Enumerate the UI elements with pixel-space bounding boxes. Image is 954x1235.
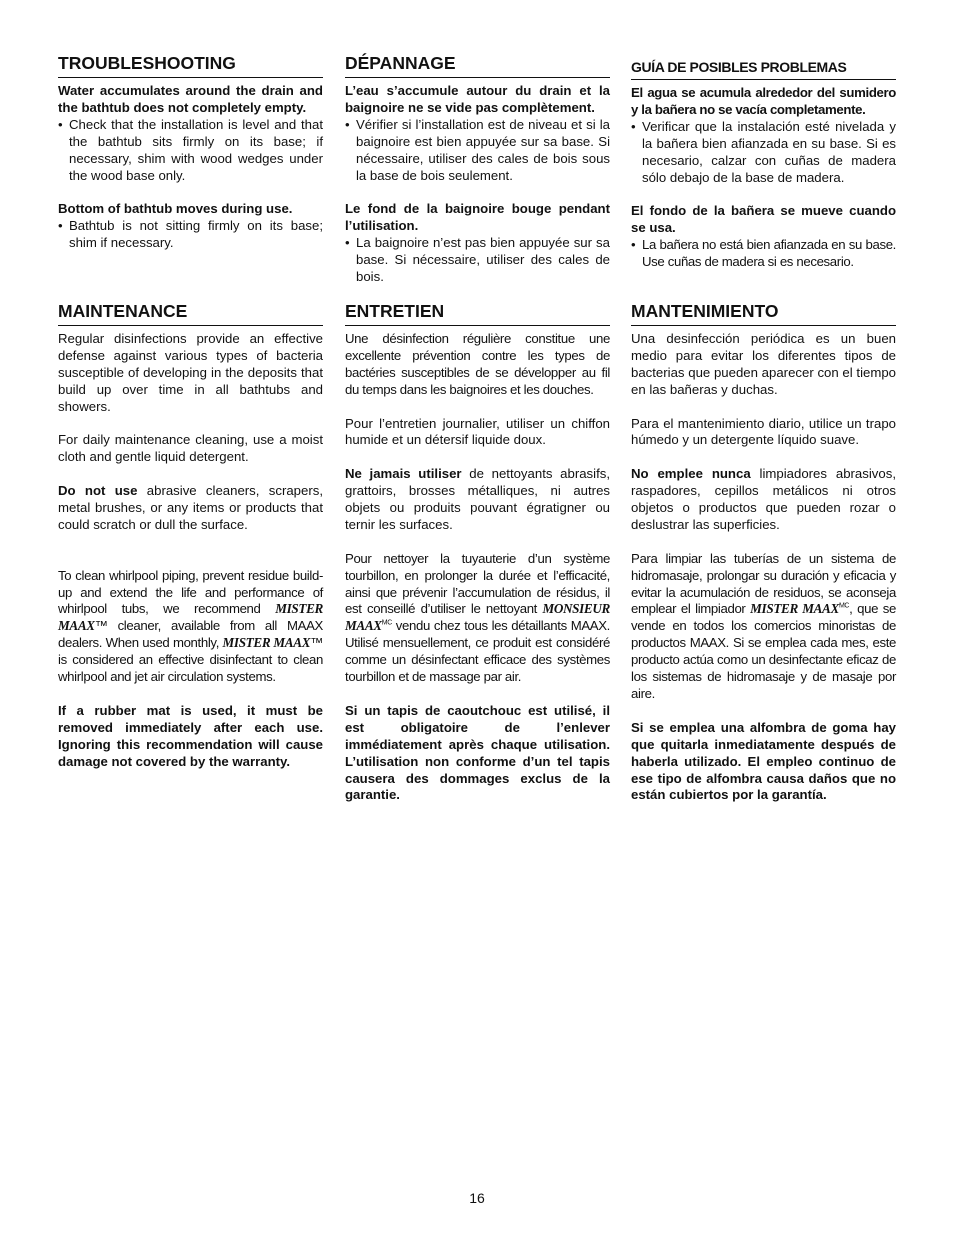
hidromasaje-text-b: , que se vende en todos los comercios minoristas de productos MAAX. Si se emplea cada mes, este producto actúa como un desinfectante eficaz de los sistemas de hidromasaje y de masaje por aire. [631,601,897,701]
french-column [345,52,610,286]
issue-bottom-heading: Bottom of bathtub moves during use. [58,201,293,217]
brand-mc-mark-es: MC [838,603,850,611]
issue-drain-heading: Water accumulates around the drain and the bathtub does not completely empty. [58,83,323,115]
mantenimiento-no-emplee [631,466,896,534]
entretien-daily: Pour l’entretien journalier, utiliser un chiffon humide et un détersif liquide doux. [345,415,610,448]
whirlpool-text-a: To clean whirlpool piping, prevent residue build-up and extend the life and performance of whirlpool tubs, we recommend [58,567,323,617]
ne-jamais-rest: de nettoyants abrasifs, grattoirs, brosses métalliques, ni autres objets ou produits pouvant égratigner ou ternir les surfaces. [345,466,610,532]
brand-mister-maax-2: MISTER MAAX [222,635,311,651]
issue-drain-fix: • Check that the installation is level and that the bathtub sits firmly on its base; if necessary, shim with wood wedges under the wood base only. [58,117,323,185]
no-emplee-rest: limpiadores abrasivos, raspadores, cepillos metálicos ni otros objetos o productos que pueden rozar o deslustrar las superficies. [631,466,896,532]
brand-mister-maax-es: MISTER MAAX [750,601,839,617]
no-emplee-lead: No emplee nunca [631,466,751,482]
rubber-mat-warning: If a rubber mat is used, it must be removed immediately after each use. Ignoring this recommendation will cause damage not covered by the warranty. [58,702,323,769]
spanish-column [631,52,896,271]
entretien-ne-jamais [345,466,610,534]
french-maintenance [345,300,610,804]
depannage-heading: DÉPANNAGE [345,52,610,78]
issue-drain-fix-fr: • Vérifier si l’installation est de niveau et si la baignoire est bien appuyée sur sa base. Si nécessaire, utiliser des cales de bois sous la base de bois seulement. [345,117,610,185]
maintenance-heading: MAINTENANCE [58,300,323,326]
issue-bottom-fix: • Bathtub is not sitting firmly on its base; shim if necessary. [58,218,323,252]
entretien-heading: ENTRETIEN [345,300,610,326]
alfombra-warning: Si se emplea una alfombra de goma hay que quitarla inmediatamente después de haberla utilizado. El empleo continuo de ese tipo de alfombra causa daños que no están cubiertos por la garantía. [631,719,896,803]
issue-bottom-fix-fr: • La baignoire n’est pas bien appuyée sur sa base. Si nécessaire, utiliser des cales de bois. [345,235,610,286]
mantenimiento-hidromasaje [631,551,896,703]
maintenance-daily: For daily maintenance cleaning, use a moist cloth and gentle liquid detergent. [58,432,323,465]
do-not-use-lead: Do not use [58,483,138,499]
issue-bottom-fix-es: • La bañera no está bien afianzada en su base. Use cuñas de madera si es necesario. [631,237,896,271]
maintenance-whirlpool [58,568,323,686]
english-maintenance [58,300,323,770]
issue-bottom-heading-es: El fondo de la bañera se mueve cuando se usa. [631,203,896,236]
whirlpool-text-b: ™ cleaner, available from all MAAX dealers. When used monthly, [58,618,323,651]
tourbillon-text-b: vendu chez tous les détaillants MAAX. Utilisé mensuellement, ce produit est considéré comme un désinfectant efficace des systèmes tourbillon et de massage par air. [345,618,610,685]
brand-mister-maax: MISTER MAAX [58,601,323,634]
ne-jamais-lead: Ne jamais utiliser [345,466,462,482]
mantenimiento-heading: MANTENIMIENTO [631,300,896,326]
spanish-maintenance [631,300,896,804]
whirlpool-text-c: ™ is considered an effective disinfectant to clean whirlpool and jet air circulation systems. [58,635,323,685]
page-number: 16 [469,1190,485,1206]
entretien-tourbillon [345,551,610,686]
mantenimiento-desinfeccion: Una desinfección periódica es un buen medio para evitar los diferentes tipos de bacterias que pueden aparecer con el tiempo en las bañeras y duchas. [631,331,896,397]
do-not-use-rest: abrasive cleaners, scrapers, metal brushes, or any items or products that could scratch or dull the surface. [58,483,323,532]
issue-drain-heading-fr: L’eau s’accumule autour du drain et la baignoire ne se vide pas complètement. [345,83,610,115]
tourbillon-text-a: Pour nettoyer la tuyauterie d’un système tourbillon, en prolonger la durée et l’efficacité, ainsi que prévenir l’accumulation de résidus, il est conseillé d’utiliser le nettoyant [345,550,610,617]
issue-bottom-heading-fr: Le fond de la baignoire bouge pendant l’utilisation. [345,201,610,234]
maintenance-disinfection: Regular disinfections provide an effective defense against various types of bacteria susceptible of developing in the deposits that build up over time in all bathtubs and showers. [58,331,323,414]
entretien-disinfection: Une désinfection régulière constitue une excellente prévention contre les types de bactéries susceptibles de se développer au fil du temps dans les baignoires et les douches. [345,331,610,397]
maintenance-do-not-use [58,483,323,534]
troubleshooting-heading: TROUBLESHOOTING [58,52,323,78]
brand-monsieur-maax: MONSIEUR MAAX [345,601,610,634]
issue-drain-fix-es: • Verificar que la instalación esté nivelada y la bañera bien afianzada en su base. Si es necesario, calzar con cuñas de madera sólo debajo de la base de madera. [631,119,896,187]
hidromasaje-text-a: Para limpiar las tuberías de un sistema de hidromasaje, prolongar su duración y eficacia y evitar la acumulación de residuos, se aconseja emplear el limpiador [631,550,896,617]
guia-heading: GUÍA DE POSIBLES PROBLEMAS [631,52,896,80]
brand-mc-mark: MC [381,619,392,627]
mantenimiento-diario: Para el mantenimiento diario, utilice un trapo húmedo y un detergente líquido suave. [631,415,896,448]
issue-drain-heading-es: El agua se acumula alrededor del sumidero y la bañera no se vacía completamente. [631,85,896,117]
tapis-warning: Si un tapis de caoutchouc est utilisé, il est obligatoire de l’enlever immédiatement après chaque utilisation. L’utilisation non conforme d’un tel tapis causera des dommages exclus de la garantie. [345,702,610,803]
english-column [58,52,323,252]
